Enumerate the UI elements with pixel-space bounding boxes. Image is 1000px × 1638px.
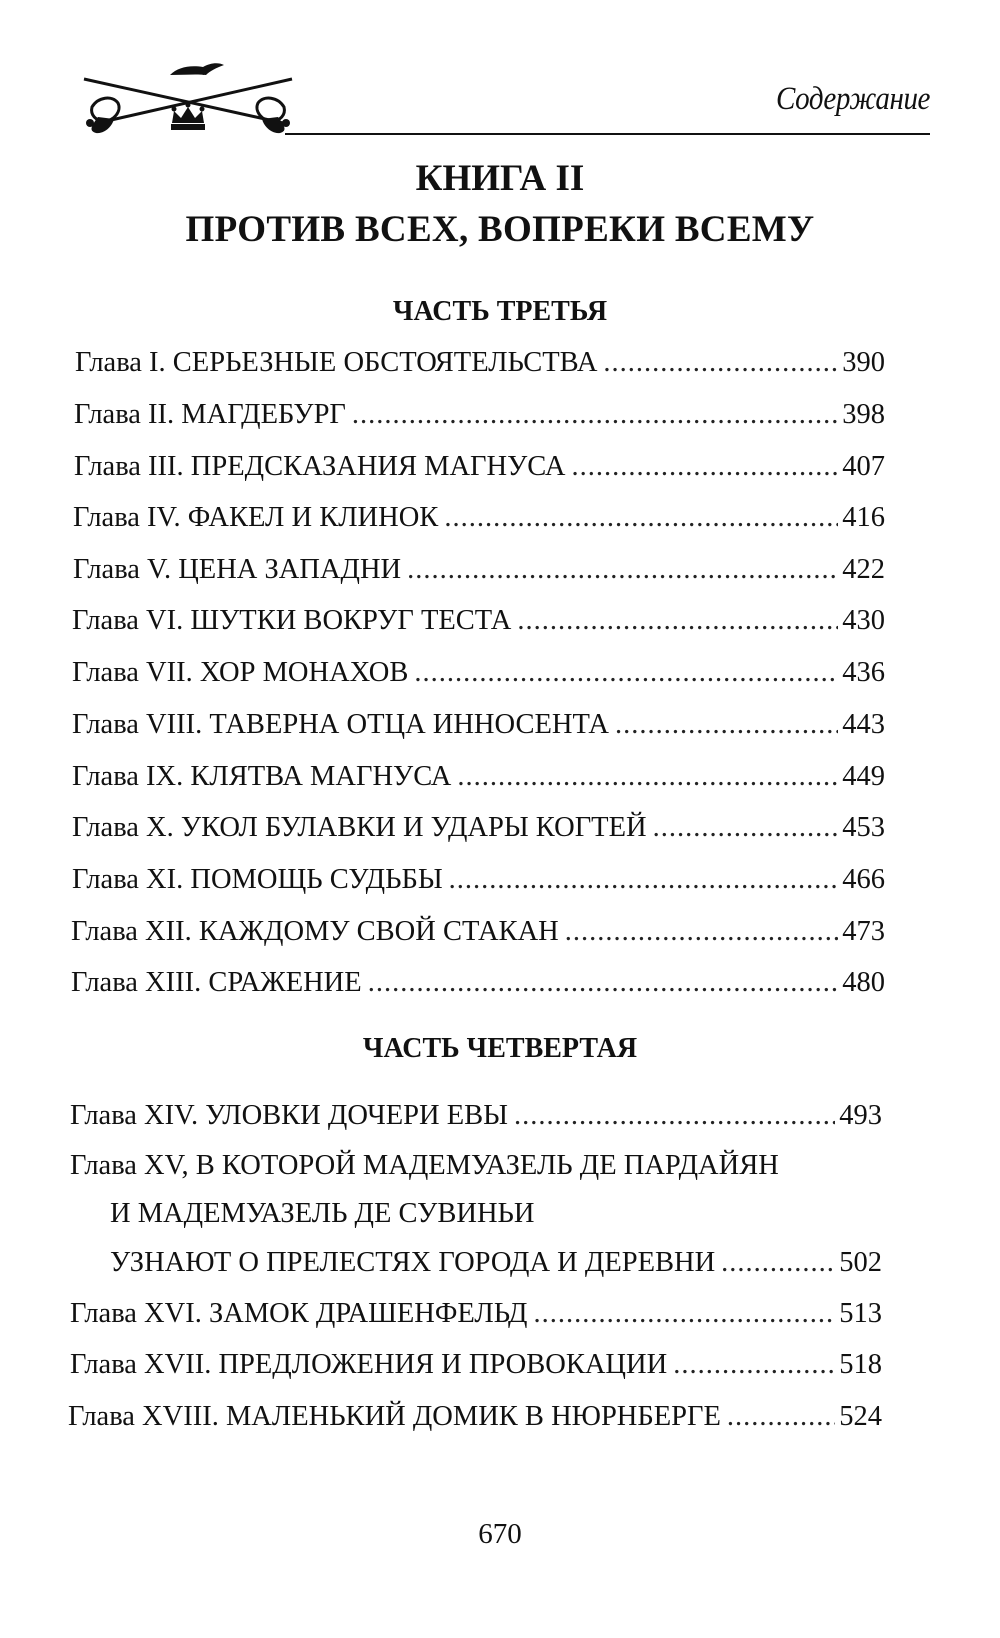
toc-entry-page: 390 [842,347,885,378]
toc-entry-page: 466 [842,864,885,895]
toc-entry-page: 518 [839,1349,882,1380]
toc-entry-label: Глава XVI. ЗАМОК ДРАШЕНФЕЛЬД [70,1298,528,1329]
toc-entry-label: Глава VII. ХОР МОНАХОВ [72,657,409,688]
toc-entry-page: 480 [842,967,885,998]
toc-entry-10[interactable] [72,808,885,848]
leader-dots [517,601,838,641]
toc-entry-label: Глава XVII. ПРЕДЛОЖЕНИЯ И ПРОВОКАЦИИ [70,1349,668,1380]
leader-dots [444,498,838,538]
leader-dots [653,808,839,848]
toc-entry-label: Глава XIV. УЛОВКИ ДОЧЕРИ ЕВЫ [70,1100,508,1131]
toc-entry-5[interactable] [73,550,885,590]
toc-entry-7[interactable] [72,653,885,693]
toc-entry-page: 513 [839,1298,882,1329]
toc-entry-11[interactable] [72,860,885,900]
toc-entry-page: 436 [842,657,885,688]
toc-entry-15-line-1[interactable]: Глава XV, В КОТОРОЙ МАДЕМУАЗЕЛЬ ДЕ ПАРДАЙЯН [70,1150,779,1181]
toc-entry-label: Глава XI. ПОМОЩЬ СУДЬБЫ [72,864,443,895]
toc-entry-16[interactable] [70,1294,882,1334]
toc-entry-3[interactable] [74,447,885,487]
toc-entry-9[interactable] [72,757,885,797]
toc-entry-label: Глава V. ЦЕНА ЗАПАДНИ [73,554,402,585]
toc-entry-label: Глава IV. ФАКЕЛ И КЛИНОК [73,502,439,533]
leader-dots [407,550,838,590]
leader-dots [514,1096,835,1136]
toc-entry-18[interactable] [68,1397,882,1437]
toc-entry-page: 502 [839,1247,882,1278]
toc-entry-15[interactable] [110,1243,882,1283]
toc-entry-15-line-2[interactable]: И МАДЕМУАЗЕЛЬ ДЕ СУВИНЬИ [110,1198,535,1229]
toc-entry-page: 407 [842,451,885,482]
toc-entry-13[interactable] [71,963,885,1003]
leader-dots [721,1243,835,1283]
toc-entry-page: 453 [842,812,885,843]
toc-entry-page: 430 [842,605,885,636]
leader-dots [414,653,838,693]
leader-dots [565,912,839,952]
book-number: КНИГА II [415,158,585,199]
toc-entry-14[interactable] [70,1096,882,1136]
toc-entry-label: Глава II. МАГДЕБУРГ [74,399,346,430]
leader-dots [449,860,839,900]
toc-entry-label: Глава XIII. СРАЖЕНИЕ [71,967,362,998]
running-title: Содержание [775,81,930,117]
leader-dots [603,343,838,383]
toc-entry-label: Глава IX. КЛЯТВА МАГНУСА [72,761,452,792]
toc-entry-2[interactable] [74,395,885,435]
leader-dots [615,705,838,745]
toc-entry-page: 493 [839,1100,882,1131]
toc-entry-label: Глава I. СЕРЬЕЗНЫЕ ОБСТОЯТЕЛЬСТВА [75,347,598,378]
toc-entry-label: Глава XVIII. МАЛЕНЬКИЙ ДОМИК В НЮРНБЕРГЕ [68,1401,721,1432]
leader-dots [368,963,839,1003]
toc-entry-1[interactable] [75,343,885,383]
toc-entry-label: УЗНАЮТ О ПРЕЛЕСТЯХ ГОРОДА И ДЕРЕВНИ [110,1247,716,1278]
part-three-title: ЧАСТЬ ТРЕТЬЯ [392,296,608,327]
toc-entry-label: Глава III. ПРЕДСКАЗАНИЯ МАГНУСА [74,451,566,482]
toc-entry-4[interactable] [73,498,885,538]
toc-entry-page: 422 [842,554,885,585]
toc-entry-page: 398 [842,399,885,430]
book-title: ПРОТИВ ВСЕХ, ВОПРЕКИ ВСЕМУ [185,209,815,250]
toc-entry-page: 473 [842,916,885,947]
toc-entry-8[interactable] [72,705,885,745]
toc-entry-label: Глава X. УКОЛ БУЛАВКИ И УДАРЫ КОГТЕЙ [72,812,647,843]
toc-entry-label: Глава VI. ШУТКИ ВОКРУГ ТЕСТА [72,605,512,636]
toc-entry-page: 449 [842,761,885,792]
leader-dots [352,395,838,435]
page-number: 670 [478,1518,522,1550]
toc-entry-6[interactable] [72,601,885,641]
leader-dots [457,757,838,797]
leader-dots [571,447,838,487]
toc-entry-page: 443 [842,709,885,740]
leader-dots [727,1397,835,1437]
leader-dots [673,1345,835,1385]
part-four-title: ЧАСТЬ ЧЕТВЕРТАЯ [362,1033,638,1064]
toc-entry-label: Глава VIII. ТАВЕРНА ОТЦА ИННОСЕНТА [72,709,610,740]
toc-entry-page: 416 [842,502,885,533]
toc-entry-page: 524 [839,1401,882,1432]
toc-entry-12[interactable] [71,912,885,952]
toc-entry-17[interactable] [70,1345,882,1385]
leader-dots [533,1294,835,1334]
toc-entry-label: Глава XII. КАЖДОМУ СВОЙ СТАКАН [71,916,559,947]
